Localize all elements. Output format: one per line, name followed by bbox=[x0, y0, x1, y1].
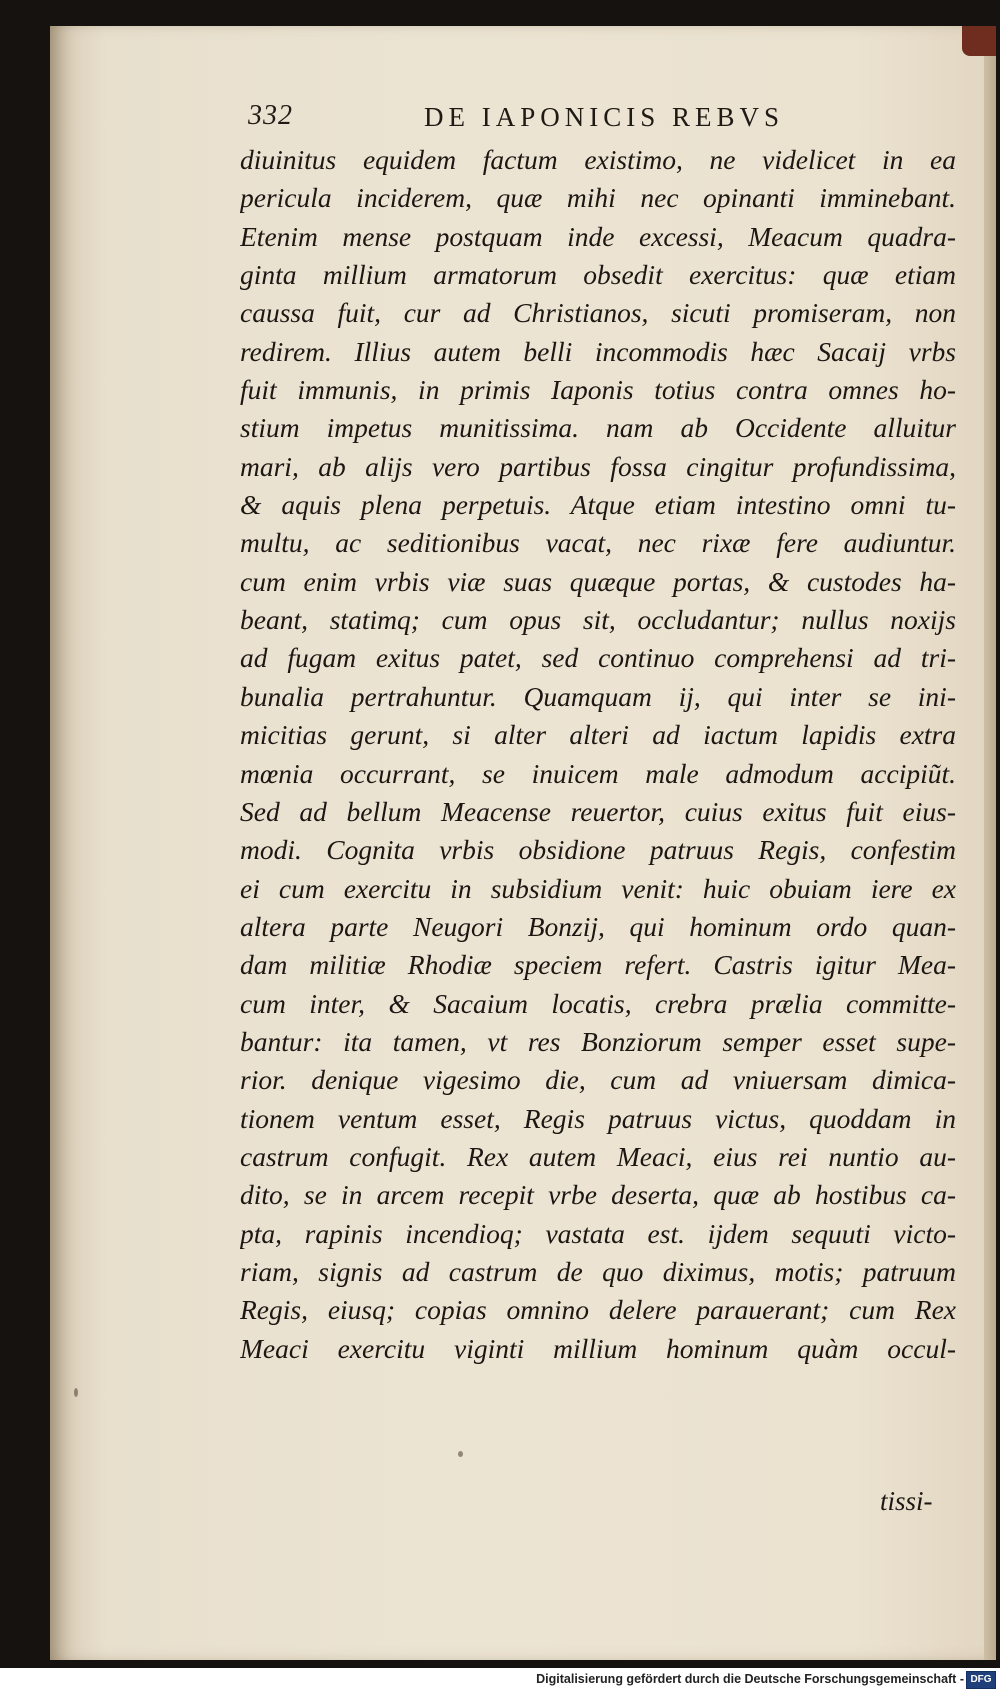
running-title: DE IAPONICIS REBVS bbox=[424, 102, 785, 132]
text-line: Sed ad bellum Meacense reuertor, cuius exitus fuit eius- bbox=[240, 795, 956, 827]
page-number: 332 bbox=[248, 100, 293, 131]
digitization-footer bbox=[0, 1668, 1000, 1692]
text-line: mari, ab alijs vero partibus fossa cingitur profundissima, bbox=[240, 450, 956, 482]
text-line: pericula inciderem, quæ mihi nec opinanti imminebant. bbox=[240, 182, 956, 214]
text-line: stium impetus munitissima. nam ab Occidente alluitur bbox=[240, 412, 956, 444]
text-line: Meaci exercitu viginti millium hominum quàm occul- bbox=[240, 1332, 956, 1364]
body-text bbox=[240, 141, 962, 1368]
text-line: tionem ventum esset, Regis patruus victus, quoddam in bbox=[240, 1102, 956, 1134]
text-line: modi. Cognita vrbis obsidione patruus Regis, confestim bbox=[240, 834, 956, 866]
dfg-logo: DFG bbox=[966, 1671, 996, 1689]
text-line: & aquis plena perpetuis. Atque etiam intestino omni tu- bbox=[240, 489, 956, 521]
funding-credit: Digitalisierung gefördert durch die Deutsche Forschungsgemeinschaft - bbox=[536, 1672, 964, 1686]
ink-speck bbox=[458, 1451, 463, 1457]
text-line: bantur: ita tamen, vt res Bonziorum semper esset supe- bbox=[240, 1025, 956, 1057]
text-line: pta, rapinis incendioq; vastata est. ijdem sequuti victo- bbox=[240, 1217, 956, 1249]
running-head bbox=[248, 100, 888, 136]
text-line: ei cum exercitu in subsidium venit: huic obuiam iere ex bbox=[240, 872, 956, 904]
text-line: ad fugam exitus patet, sed continuo comprehensi ad tri- bbox=[240, 642, 956, 674]
catchword: tissi- bbox=[880, 1486, 933, 1516]
text-line: riam, signis ad castrum de quo diximus, motis; patruum bbox=[240, 1255, 956, 1287]
text-line: cum enim vrbis viæ suas quæque portas, & custodes ha- bbox=[240, 565, 956, 597]
text-line: mœnia occurrant, se inuicem male admodum accipiũt. bbox=[240, 757, 956, 789]
text-line: redirem. Illius autem belli incommodis hæc Sacaij vrbs bbox=[240, 335, 956, 367]
text-line: multu, ac seditionibus vacat, nec rixæ fere audiuntur. bbox=[240, 527, 956, 559]
text-line: rior. denique vigesimo die, cum ad vniuersam dimica- bbox=[240, 1064, 956, 1096]
text-line: ginta millium armatorum obsedit exercitus: quæ etiam bbox=[240, 259, 956, 291]
text-line: cum inter, & Sacaium locatis, crebra prælia committe- bbox=[240, 987, 956, 1019]
text-line: dito, se in arcem recepit vrbe deserta, quæ ab hostibus ca- bbox=[240, 1179, 956, 1211]
text-line: micitias gerunt, si alter alteri ad iactum lapidis extra bbox=[240, 719, 956, 751]
page-edge bbox=[984, 26, 996, 1660]
text-line: fuit immunis, in primis Iaponis totius contra omnes ho- bbox=[240, 374, 956, 406]
ink-speck bbox=[74, 1388, 78, 1397]
corner-stain bbox=[962, 26, 996, 56]
text-line: caussa fuit, cur ad Christianos, sicuti promiseram, non bbox=[240, 297, 956, 329]
text-line: castrum confugit. Rex autem Meaci, eius rei nuntio au- bbox=[240, 1140, 956, 1172]
text-line: Regis, eiusq; copias omnino delere parauerant; cum Rex bbox=[240, 1294, 956, 1326]
text-line: dam militiæ Rhodiæ speciem refert. Castris igitur Mea- bbox=[240, 949, 956, 981]
text-line: Etenim mense postquam inde excessi, Meacum quadra- bbox=[240, 220, 956, 252]
text-line: diuinitus equidem factum existimo, ne videlicet in ea bbox=[240, 144, 956, 175]
text-line: bunalia pertrahuntur. Quamquam ij, qui inter se ini- bbox=[240, 680, 956, 712]
text-line: beant, statimq; cum opus sit, occludantur; nullus noxijs bbox=[240, 604, 956, 636]
text-line: altera parte Neugori Bonzij, qui hominum ordo quan- bbox=[240, 910, 956, 942]
